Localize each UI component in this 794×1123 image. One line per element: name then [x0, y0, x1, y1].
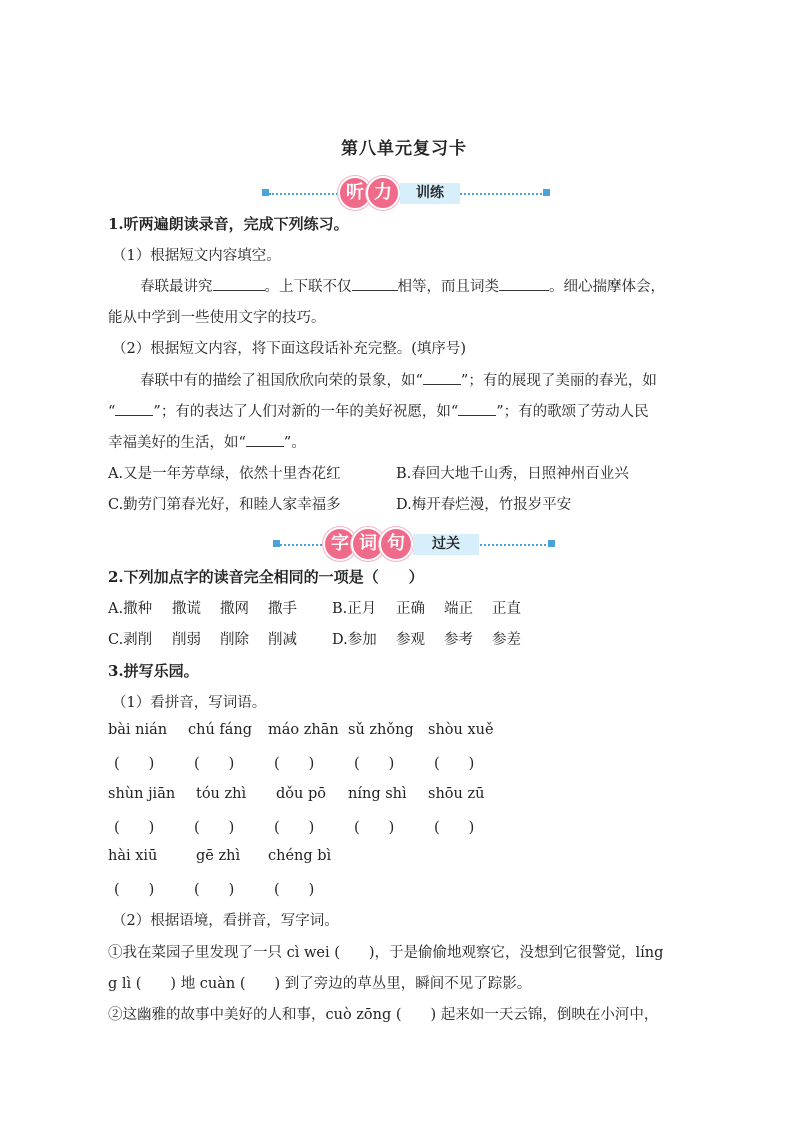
q2-row-b: B.正月 正确 端正 正直	[332, 601, 521, 617]
q1-paragraph1-line2: 能从中学到一些使用文字的技巧。	[108, 310, 326, 326]
answer-parens[interactable]: ( )	[194, 882, 235, 898]
q1-paragraph2-line1: 春联中有的描绘了祖国欣欣向荣的景象，如“ ”；有的展现了美丽的春光，如	[140, 373, 657, 389]
pinyin-item: tóu zhì	[196, 786, 247, 802]
banner-char: 词	[351, 527, 385, 561]
blank[interactable]	[499, 278, 549, 291]
pinyin-item: sǔ zhǒng	[348, 722, 414, 738]
q2-row-c: C.剥削 削弱 削除 削减	[108, 632, 297, 648]
answer-parens[interactable]: ( )	[194, 756, 235, 772]
pinyin-item: chéng bì	[268, 848, 332, 864]
blank[interactable]	[246, 434, 284, 447]
answer-parens[interactable]: ( )	[114, 882, 155, 898]
section-banner-words	[273, 525, 558, 561]
q1-sub2: （2）根据短文内容，将下面这段话补充完整。(填序号)	[112, 341, 467, 357]
banner-char: 力	[366, 176, 400, 210]
blank[interactable]	[115, 403, 153, 416]
banner-char: 句	[379, 527, 413, 561]
pinyin-item: shòu xuě	[428, 722, 494, 738]
answer-parens[interactable]: ( )	[434, 820, 475, 836]
answer-parens[interactable]: ( )	[274, 820, 315, 836]
pinyin-item: shùn jiān	[108, 786, 176, 802]
q3-sub1: （1）看拼音，写词语。	[112, 695, 267, 711]
banner-char: 听	[338, 176, 372, 210]
q3-sentence1-line1: ①我在菜园子里发现了一只 cì wei ( )，于是偷偷地观察它，没想到它很警觉，líng	[108, 945, 664, 961]
answer-parens[interactable]: ( )	[194, 820, 235, 836]
blank[interactable]	[352, 278, 398, 291]
q1-option-a: A.又是一年芳草绿，依然十里杏花红	[108, 466, 341, 482]
pinyin-item: bài nián	[108, 722, 168, 738]
banner-tab: 过关	[413, 534, 479, 555]
q1-paragraph1-line1: 春联最讲究 。上下联不仅 相等，而且词类 。细心揣摩体会，	[140, 279, 665, 295]
question-2-heading: 2.下列加点字的读音完全相同的一项是（ ）	[108, 568, 424, 586]
answer-parens[interactable]: ( )	[434, 756, 475, 772]
banner-char: 字	[323, 527, 357, 561]
pinyin-item: níng shì	[348, 786, 407, 802]
answer-parens[interactable]: ( )	[354, 820, 395, 836]
question-3-heading: 3.拼写乐园。	[108, 662, 199, 680]
q3-sentence1-line2: g lì ( ) 地 cuàn ( ) 到了旁边的草丛里，瞬间不见了踪影。	[108, 976, 532, 992]
q2-row-d: D.参加 参观 参考 参差	[332, 632, 521, 648]
pinyin-item: gē zhì	[196, 848, 241, 864]
answer-parens[interactable]: ( )	[114, 756, 155, 772]
blank[interactable]	[213, 278, 265, 291]
pinyin-item: hài xiū	[108, 848, 158, 864]
q1-option-b: B.春回大地千山秀，日照神州百业兴	[396, 466, 629, 482]
q3-sentence2-line1: ②这幽雅的故事中美好的人和事，cuò zōng ( ) 起来如一天云锦，倒映在小河中，	[108, 1007, 659, 1023]
pinyin-item: máo zhān	[268, 722, 339, 738]
page-title: 第八单元复习卡	[341, 139, 467, 159]
q1-paragraph2-line3: 幸福美好的生活，如“ ”。	[108, 435, 306, 451]
blank[interactable]	[423, 372, 461, 385]
banner-tab: 训练	[400, 183, 460, 204]
q3-sub2: （2）根据语境，看拼音，写字词。	[112, 913, 339, 929]
answer-parens[interactable]: ( )	[354, 756, 395, 772]
q2-row-a: A.撒种 撒谎 撒网 撒手	[108, 601, 297, 617]
q1-option-c: C.勤劳门第春光好，和睦人家幸福多	[108, 497, 341, 513]
pinyin-item: chú fáng	[188, 722, 253, 738]
answer-parens[interactable]: ( )	[274, 756, 315, 772]
q1-sub1: （1）根据短文内容填空。	[112, 248, 281, 264]
pinyin-item: shōu zū	[428, 786, 485, 802]
question-1-heading: 1.听两遍朗读录音，完成下列练习。	[108, 215, 349, 233]
answer-parens[interactable]: ( )	[274, 882, 315, 898]
q1-paragraph2-line2: “ ”；有的表达了人们对新的一年的美好祝愿，如“ ”；有的歌颂了劳动人民	[108, 404, 649, 420]
q1-option-d: D.梅开春烂漫，竹报岁平安	[396, 497, 572, 513]
blank[interactable]	[458, 403, 496, 416]
pinyin-item: dǒu pō	[276, 786, 326, 802]
section-banner-listening	[262, 174, 552, 210]
answer-parens[interactable]: ( )	[114, 820, 155, 836]
